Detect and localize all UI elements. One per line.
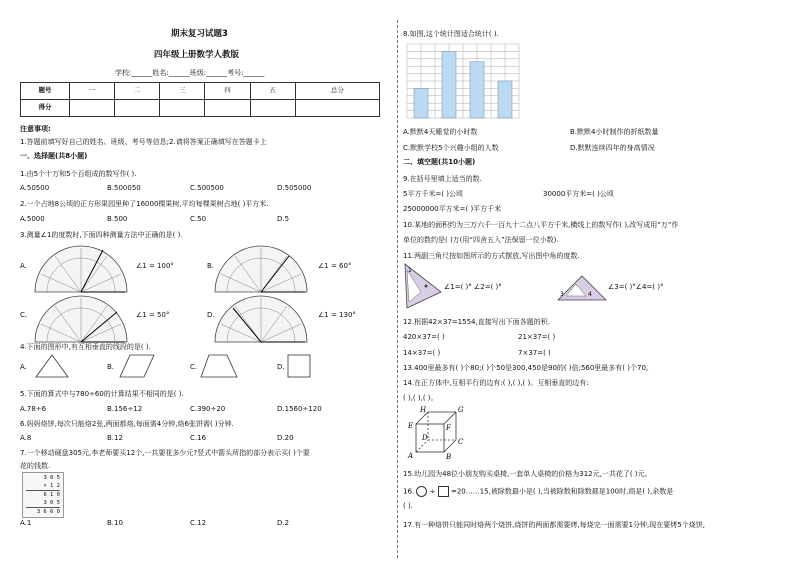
question-9-a[interactable]: 5平方千米=( )公顷 xyxy=(403,190,464,198)
protractor-b-icon xyxy=(213,244,309,294)
question-14: 14.在正方体中,互相平行的边有:( ),( ),( )。互相垂直的边有: xyxy=(403,379,589,387)
calc-line: 6 1 0 xyxy=(43,492,60,498)
option-a[interactable]: A.默默4天睡觉的小时数 xyxy=(403,128,478,136)
section-fill-title: 二、填空题(共10小题) xyxy=(403,158,476,166)
option-b[interactable]: B.10 xyxy=(107,519,123,527)
question-16-prefix: 16. xyxy=(403,487,415,496)
question-1: 1.由5个十万和5个百组成的数写作( ). xyxy=(20,170,137,178)
option-d[interactable]: D.20 xyxy=(277,434,294,442)
section-choice-title: 一、选择题(共8小题) xyxy=(20,152,88,160)
svg-text:4: 4 xyxy=(588,291,592,298)
option-c[interactable]: C. xyxy=(190,363,198,371)
option-d[interactable]: D.5 xyxy=(277,215,290,223)
svg-text:1: 1 xyxy=(408,267,412,274)
question-12-d[interactable]: 7×37=( ) xyxy=(518,349,551,357)
question-4: 4.下面的图形中,有互相垂直的线段的是( ). xyxy=(20,343,151,351)
question-16-line2: ( ). xyxy=(403,502,413,510)
score-row-label: 得分 xyxy=(21,100,70,117)
score-input-cell[interactable] xyxy=(115,100,160,117)
score-value-row xyxy=(21,100,380,117)
cube-diagram xyxy=(404,404,464,460)
score-cell: 五 xyxy=(250,83,295,100)
option-a[interactable]: A.5000 xyxy=(20,215,45,223)
question-12: 12.根据42×37=1554,直接写出下面各题的积. xyxy=(403,318,550,326)
chart-bar xyxy=(498,81,512,118)
calc-line: 3 6 6 0 xyxy=(36,509,60,515)
option-c[interactable]: C.16 xyxy=(190,434,207,442)
question-15: 15.幼儿园为48位小朋友购买桌椅,一套单人桌椅的价格为312元,一共花了( )元。 xyxy=(403,470,652,478)
question-3: 3.测量∠1的度数时,下面四种测量方法中正确的是( ). xyxy=(20,231,183,239)
score-input-cell[interactable] xyxy=(250,100,295,117)
angle-reading-d: ∠1 = 130° xyxy=(318,311,356,319)
cube-label: A xyxy=(408,452,414,460)
question-12-b[interactable]: 21×37=( ) xyxy=(518,333,556,341)
question-9-c[interactable]: 25000000平方米=( )平方千米 xyxy=(403,205,502,213)
option-d[interactable]: D. xyxy=(207,311,215,319)
question-16-text: =20……15,被除数最小是( ),当被除数和除数都是100时,商是( ),余数是 xyxy=(450,487,674,496)
option-a[interactable]: A.1 xyxy=(20,519,32,527)
calc-line: 3 0 5 xyxy=(43,475,60,481)
notes-text: 1.答题前填写好自己的姓名、班级、考号等信息;2.请将答案正确填写在答题卡上 xyxy=(20,138,267,146)
question-12-a[interactable]: 420×37=( ) xyxy=(403,333,445,341)
question-11: 11.两副三角尺按如图所示的方式摆放,写出图中角的度数. xyxy=(403,252,580,260)
question-9: 9.在括号里填上适当的数. xyxy=(403,175,482,183)
cube-label: H xyxy=(420,406,427,414)
column-divider xyxy=(397,20,398,558)
question-11-b: ∠3=( )°∠4=( )° xyxy=(608,283,664,291)
score-cell: 一 xyxy=(70,83,115,100)
dividend-circle-icon[interactable] xyxy=(416,486,427,497)
question-17: 17.有一种烙饼只能同时烙两个烧饼,烧饼的两面都需要烤,每烧完一面需要1分钟,现在要烤5个烧饼, xyxy=(403,521,705,529)
option-a[interactable]: A.50500 xyxy=(20,184,50,192)
question-13: 13.400里最多有( )个80;( )个50是300,450是90的( )倍;560里最多有( )个70。 xyxy=(403,364,653,372)
trapezoid-shape-icon xyxy=(199,353,239,379)
triangle-ruler-right-icon xyxy=(556,272,608,302)
score-cell: 总分 xyxy=(295,83,379,100)
score-cell: 题号 xyxy=(21,83,70,100)
question-6: 6.妈妈烙饼,每次只能烙2张,两面都烙,每面需4分钟,烙6张饼需( )分钟. xyxy=(20,420,234,428)
page-title: 期末复习试题3 xyxy=(171,29,228,39)
triangle-shape-icon xyxy=(34,353,70,379)
parallelogram-shape-icon xyxy=(118,353,156,379)
square-shape-icon xyxy=(286,353,312,379)
option-d[interactable]: D.默默连续四年的身高情况 xyxy=(570,144,655,152)
question-2: 2.一个占地8公顷的正方形果园里种了16000棵果树,平均每棵果树占地( )平方米. xyxy=(20,200,269,208)
divide-sign: ÷ xyxy=(429,487,436,496)
option-c[interactable]: C.默默学校5个兴趣小组的人数 xyxy=(403,144,499,152)
question-7-line2: 花的钱数. xyxy=(20,462,51,470)
triangle-ruler-left-icon xyxy=(403,262,443,310)
option-d[interactable]: D.505000 xyxy=(277,184,312,192)
question-8: 8.如图,这个统计图适合统计( ). xyxy=(403,30,499,38)
score-header-row xyxy=(21,83,380,100)
angle-reading-a: ∠1 = 100° xyxy=(136,262,174,270)
cube-label: F xyxy=(446,424,451,432)
protractor-c-icon xyxy=(33,294,129,344)
option-b[interactable]: B. xyxy=(207,262,215,270)
option-c[interactable]: C.12 xyxy=(190,519,207,527)
option-b[interactable]: B.156÷12 xyxy=(107,405,143,413)
question-12-c[interactable]: 14×37=( ) xyxy=(403,349,441,357)
question-10: 10.某地的面积约为三万六千一百九十二点八平方千米,横线上的数写作( ),改写成用“万”作 xyxy=(403,221,679,229)
calc-line: × 1 2 xyxy=(26,482,60,491)
vertical-calculation xyxy=(22,472,64,518)
question-5: 5.下面的算式中与780÷60的计算结果不相同的是( ). xyxy=(20,390,184,398)
question-11-a: ∠1=( )° ∠2=( )° xyxy=(444,283,502,291)
option-b[interactable]: B.500050 xyxy=(107,184,141,192)
score-cell: 二 xyxy=(115,83,160,100)
score-cell: 三 xyxy=(160,83,205,100)
cube-label: C xyxy=(458,438,464,446)
score-table xyxy=(20,82,380,117)
angle-reading-b: ∠1 = 60° xyxy=(318,262,352,270)
score-cell: 四 xyxy=(205,83,250,100)
option-c[interactable]: C. xyxy=(20,311,28,319)
angle-reading-c: ∠1 = 50° xyxy=(136,311,170,319)
protractor-a-icon xyxy=(33,244,129,294)
question-14-line2: ( ),( ),( )。 xyxy=(403,394,438,402)
option-d[interactable]: D. xyxy=(277,363,285,371)
question-9-b[interactable]: 30000平方米=( )公顷 xyxy=(543,190,614,198)
option-b[interactable]: B. xyxy=(107,363,115,371)
option-c[interactable]: C.50 xyxy=(190,215,207,223)
chart-bar xyxy=(414,88,428,118)
cube-label: E xyxy=(408,422,414,430)
option-b[interactable]: B.12 xyxy=(107,434,123,442)
chart-bar xyxy=(470,62,484,118)
option-c[interactable]: C.390÷20 xyxy=(190,405,226,413)
cube-label: B xyxy=(446,453,452,460)
option-b[interactable]: B.默默4小时制作的折纸数量 xyxy=(570,128,659,136)
option-c[interactable]: C.500500 xyxy=(190,184,224,192)
score-input-cell[interactable] xyxy=(205,100,250,117)
option-a[interactable]: A. xyxy=(20,363,27,371)
notes-title: 注意事项: xyxy=(20,125,51,133)
option-d[interactable]: D.2 xyxy=(277,519,290,527)
student-info: 学校:______姓名:______班级:______考号:______ xyxy=(115,69,265,77)
page-subtitle: 四年级上册数学人教版 xyxy=(154,50,240,60)
question-10-line2: 单位的数约是( )万(用“四舍五入”法保留一位小数). xyxy=(403,236,559,244)
svg-text:3: 3 xyxy=(560,291,564,298)
option-a[interactable]: A.8 xyxy=(20,434,32,442)
option-d[interactable]: D.1560÷120 xyxy=(277,405,322,413)
cube-label: G xyxy=(458,406,464,414)
option-a[interactable]: A. xyxy=(20,262,27,270)
question-16 xyxy=(403,486,673,497)
calc-line: 3 0 5 xyxy=(26,499,60,508)
score-input-cell[interactable] xyxy=(160,100,205,117)
score-input-cell[interactable] xyxy=(295,100,379,117)
chart-bar xyxy=(442,51,456,118)
cube-label: D xyxy=(422,434,428,442)
protractor-d-icon xyxy=(213,294,309,344)
option-b[interactable]: B.500 xyxy=(107,215,128,223)
divisor-square-icon[interactable] xyxy=(438,486,449,497)
option-a[interactable]: A.78÷6 xyxy=(20,405,47,413)
bar-chart xyxy=(403,40,523,122)
score-input-cell[interactable] xyxy=(70,100,115,117)
question-7: 7.一个移动硬盘305元,李老师要买12个,一共要花多少元?竖式中箭头所指的部分表示买( )个要 xyxy=(20,449,310,457)
